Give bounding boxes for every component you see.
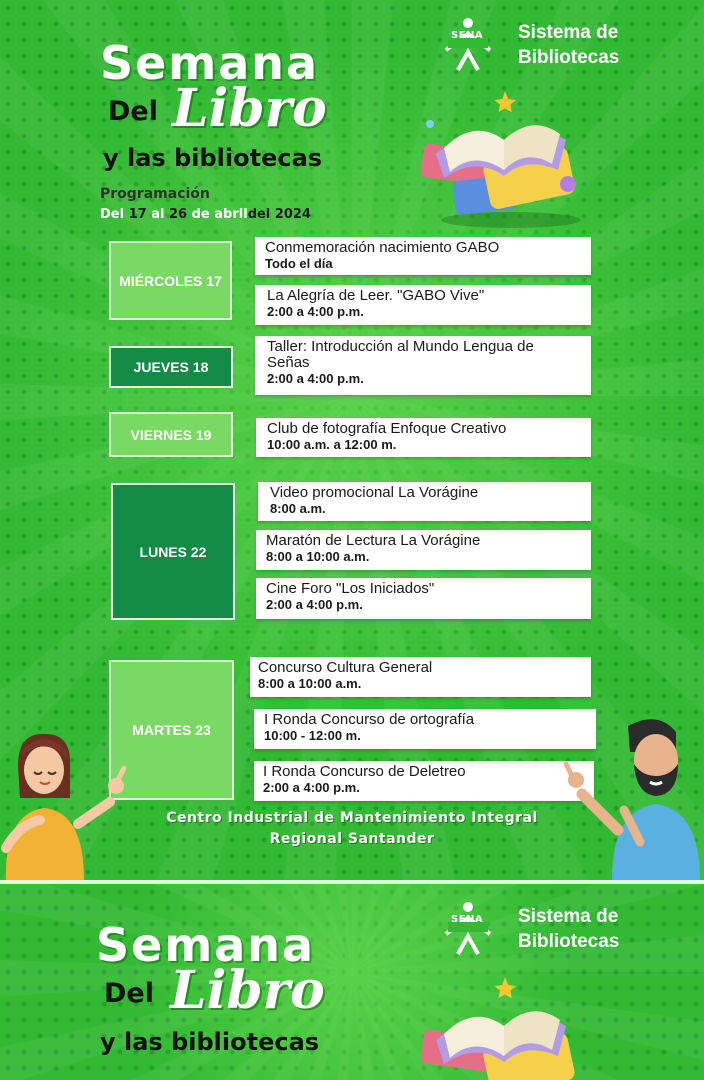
activity-time: 2:00 a 4:00 p.m. bbox=[266, 597, 363, 612]
title-y-las-bibliotecas: y las bibliotecas bbox=[100, 1028, 320, 1056]
activity-card bbox=[254, 761, 594, 801]
title-libro: Libro bbox=[170, 960, 325, 1021]
activity-card bbox=[256, 418, 591, 457]
date-al: al bbox=[151, 207, 165, 222]
activity-time: 8:00 a 10:00 a.m. bbox=[258, 676, 362, 691]
activity-title: Maratón de Lectura La Vorágine bbox=[266, 532, 481, 549]
sena-logo-icon bbox=[440, 900, 496, 956]
date-start: 17 bbox=[128, 207, 147, 222]
title-semana: Semana bbox=[96, 918, 316, 972]
activity-card bbox=[256, 530, 591, 570]
books-stack-icon bbox=[416, 970, 586, 1080]
sistema-line-2: Bibliotecas bbox=[518, 47, 620, 68]
activity-time: 8:00 a 10:00 a.m. bbox=[266, 549, 370, 564]
date-del: Del bbox=[100, 207, 125, 222]
activity-card bbox=[258, 482, 591, 521]
sistema-line-1: Sistema de bbox=[518, 22, 619, 43]
activity-title: Cine Foro "Los Iniciados" bbox=[266, 580, 435, 597]
sistema-bibliotecas bbox=[518, 904, 619, 954]
day-viernes: VIERNES 19 bbox=[109, 412, 233, 457]
sistema-line-2: Bibliotecas bbox=[518, 931, 620, 952]
date-range bbox=[100, 207, 311, 222]
title-semana: Semana bbox=[100, 36, 320, 90]
footer-regional: Regional Santander bbox=[269, 831, 435, 847]
sena-logo-text: SENA bbox=[451, 30, 484, 41]
title-y-las-bibliotecas: y las bibliotecas bbox=[103, 144, 323, 172]
activity-time: 2:00 a 4:00 p.m. bbox=[267, 371, 364, 386]
books-stack-icon bbox=[416, 84, 586, 230]
activity-card bbox=[255, 336, 591, 395]
day-jueves: JUEVES 18 bbox=[109, 346, 233, 388]
activity-time: 10:00 a.m. a 12:00 m. bbox=[267, 437, 397, 452]
girl-avatar-icon bbox=[0, 728, 132, 880]
activity-title: I Ronda Concurso de Deletreo bbox=[263, 763, 466, 780]
activity-card bbox=[254, 709, 596, 749]
activity-time: Todo el día bbox=[265, 256, 333, 271]
activity-title: I Ronda Concurso de ortografía bbox=[264, 711, 475, 728]
date-month: de abril bbox=[191, 207, 248, 222]
programacion-label: Programación bbox=[100, 186, 210, 202]
footer-centro: Centro Industrial de Mantenimiento Integral bbox=[166, 810, 538, 826]
activity-card bbox=[256, 578, 591, 619]
sena-logo-icon bbox=[440, 16, 496, 72]
sena-logo-text: SENA bbox=[451, 914, 484, 925]
man-avatar-icon bbox=[560, 712, 704, 880]
activity-time: 8:00 a.m. bbox=[270, 501, 326, 516]
day-lunes: LUNES 22 bbox=[111, 483, 235, 620]
activity-title: Conmemoración nacimiento GABO bbox=[265, 239, 500, 256]
sistema-bibliotecas bbox=[518, 20, 619, 70]
title-del: Del bbox=[108, 96, 158, 127]
date-year: del 2024 bbox=[247, 207, 311, 222]
activity-title: Concurso Cultura General bbox=[258, 659, 433, 676]
activity-time: 2:00 a 4:00 p.m. bbox=[263, 780, 360, 795]
activity-title: Taller: Introducción al Mundo Lengua de Señas bbox=[267, 338, 534, 371]
activity-card bbox=[250, 657, 591, 697]
activity-time: 2:00 a 4:00 p.m. bbox=[267, 304, 364, 319]
activity-time: 10:00 - 12:00 m. bbox=[264, 728, 361, 743]
poster-duplicate bbox=[0, 884, 704, 1080]
day-martes: MARTES 23 bbox=[109, 660, 234, 800]
activity-title: Club de fotografía Enfoque Creativo bbox=[267, 420, 507, 437]
title-libro: Libro bbox=[172, 78, 327, 139]
sistema-line-1: Sistema de bbox=[518, 906, 619, 927]
day-miercoles: MIÉRCOLES 17 bbox=[109, 241, 232, 320]
activity-card bbox=[255, 237, 591, 275]
activity-title: Video promocional La Vorágine bbox=[270, 484, 479, 501]
activity-card bbox=[255, 285, 591, 325]
title-del: Del bbox=[104, 978, 154, 1009]
date-end: 26 bbox=[169, 207, 188, 222]
activity-title: La Alegría de Leer. "GABO Vive" bbox=[267, 287, 485, 304]
